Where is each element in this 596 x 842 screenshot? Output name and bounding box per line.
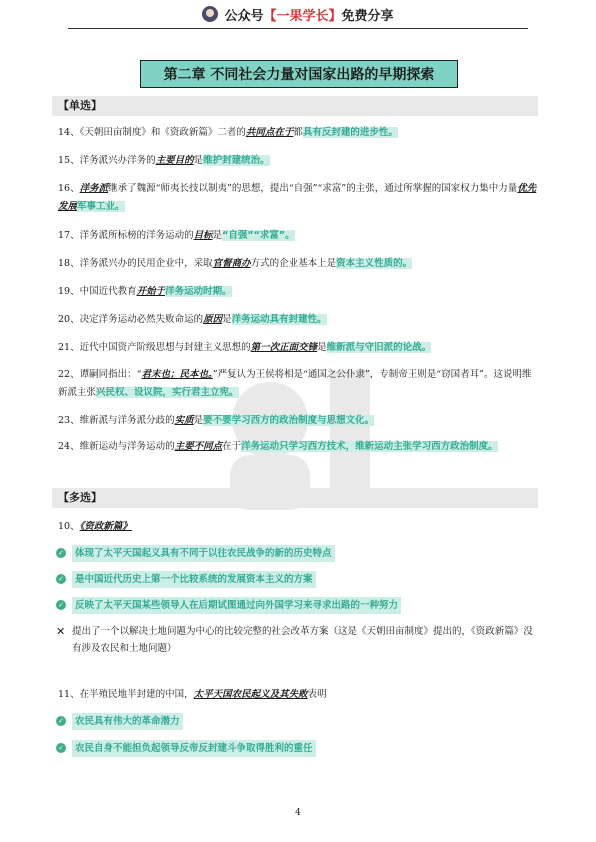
header-brand: 【一果学长】	[263, 8, 342, 24]
cross-icon: ✕	[56, 625, 66, 638]
check-icon: ✓	[56, 716, 66, 726]
check-icon: ✓	[56, 743, 66, 753]
header-suffix: 免费分享	[341, 8, 394, 24]
question-15: 15、洋务派兴办洋务的主要目的是维护封建统治。	[58, 155, 270, 166]
question-24: 24、维新运动与洋务运动的主要不同点在于洋务运动只学习西方技术，维新运动主张学习西方政治制度。	[58, 441, 498, 452]
option-correct: ✓ 农民自身不能担负起领导反帝反封建斗争取得胜利的重任	[56, 740, 542, 757]
option-correct: ✓ 农民具有伟大的革命潜力	[56, 713, 542, 730]
header-divider	[68, 28, 528, 29]
check-icon: ✓	[56, 600, 66, 610]
check-icon: ✓	[56, 548, 66, 558]
check-icon: ✓	[56, 574, 66, 584]
section-multiple-choice: 【多选】	[52, 488, 538, 508]
section-single-choice: 【单选】	[52, 96, 538, 116]
option-correct: ✓ 反映了太平天国某些领导人在后期试图通过向外国学习来寻求出路的一种努力	[56, 597, 542, 614]
option-correct: ✓ 是中国近代历史上第一个比较系统的发展资本主义的方案	[56, 571, 542, 588]
question-23: 23、维新派与洋务派分歧的实质是要不要学习西方的政治制度与思想文化。	[58, 415, 375, 426]
page-number: 4	[295, 808, 301, 818]
page-header	[0, 0, 596, 28]
question-22: 22、谭嗣同指出：“君末也；民本也。”严复认为王侯将相是“通国之公仆隶”，专制帝王则是“窃国者耳”。这说明维新派主张兴民权、设议院，实行君主立宪。	[58, 369, 532, 398]
question-17: 17、洋务派所标榜的洋务运动的目标是“自强”“求富”。	[58, 230, 295, 241]
header-prefix: 公众号	[224, 8, 264, 24]
question-20: 20、决定洋务运动必然失败命运的原因是洋务运动具有封建性。	[58, 314, 327, 325]
question-18: 18、洋务派兴办的民用企业中，采取官督商办方式的企业基本上是资本主义性质的。	[58, 258, 413, 269]
question-16: 16、洋务派继承了魏源“师夷长技以制夷”的思想，提出“自强”“求富”的主张，通过所掌握的国家权力集中力量优先发展军事工业。	[58, 183, 537, 212]
question-21: 21、近代中国资产阶级思想与封建主义思想的第一次正面交锋是维新派与守旧派的论战。	[58, 342, 432, 353]
option-wrong: ✕ 提出了一个以解决土地问题为中心的比较完整的社会改革方案（这是《天朝田亩制度》提出的，《资政新篇》没有涉及农民和土地问题）	[56, 625, 533, 654]
chapter-title: 第二章 不同社会力量对国家出路的早期探索	[140, 60, 458, 88]
question-11: 11、在半殖民地半封建的中国，太平天国农民起义及其失败表明	[58, 689, 327, 700]
avatar-icon	[202, 6, 218, 22]
option-correct: ✓ 体现了太平天国起义具有不同于以往农民战争的新的历史特点	[56, 545, 542, 562]
question-10: 10、《资政新篇》	[58, 521, 132, 532]
question-19: 19、中国近代教育开始于洋务运动时期。	[58, 286, 232, 297]
question-14: 14、《天朝田亩制度》和《资政新篇》二者的共同点在于都具有反封建的进步性。	[58, 127, 398, 138]
